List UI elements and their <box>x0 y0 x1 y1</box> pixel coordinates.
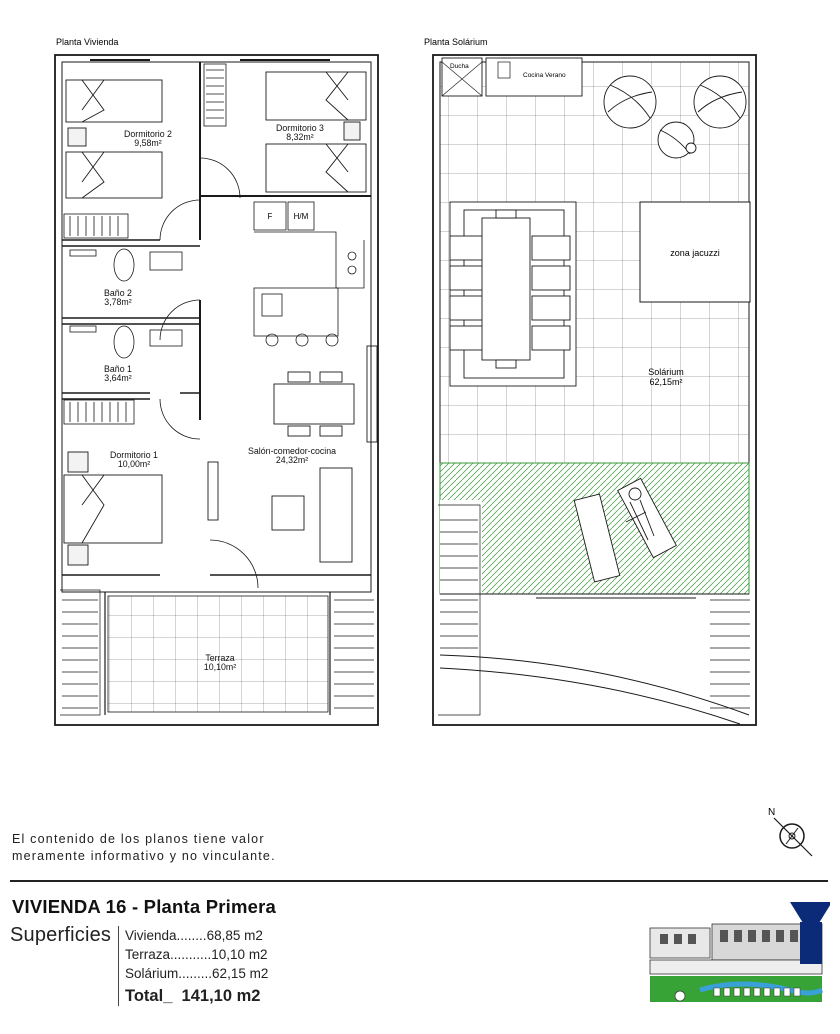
oven-label: H/M <box>293 212 309 221</box>
solarium-label: Solárium <box>648 367 684 377</box>
room-dormitorio-2-area: 9,58m² <box>134 138 162 148</box>
total-value: 141,10 m2 <box>181 987 261 1005</box>
room-bano-2-name: Baño 2 <box>104 288 132 298</box>
cocina-verano-label: Cocina Verano <box>523 72 566 79</box>
ducha-label: Ducha <box>450 63 469 70</box>
north-compass-icon <box>760 800 820 860</box>
planta-vivienda-label: Planta Vivienda <box>56 37 119 47</box>
room-bano-2-area: 3,78m² <box>104 297 132 307</box>
superficies-label: Superficies <box>10 924 112 946</box>
superficie-row-vivienda <box>125 926 268 945</box>
superficie-dots: ........... <box>170 947 212 962</box>
superficie-value: 62,15 m2 <box>212 966 269 981</box>
superficie-dots: ........ <box>176 928 207 943</box>
room-dormitorio-3-name: Dormitorio 3 <box>276 123 324 133</box>
superficie-name: Solárium <box>125 966 179 981</box>
divider <box>10 880 828 882</box>
planta-solarium-plan <box>420 0 840 740</box>
superficie-dots: ......... <box>178 966 213 981</box>
superficie-total <box>125 986 268 1006</box>
room-dormitorio-2-name: Dormitorio 2 <box>124 129 172 139</box>
planta-solarium-label: Planta Solárium <box>424 37 488 47</box>
superficie-row-terraza <box>125 945 268 964</box>
room-dormitorio-1-name: Dormitorio 1 <box>110 450 158 460</box>
superficies-list <box>118 926 268 1006</box>
solarium-area: 62,15m² <box>649 377 683 387</box>
superficie-name: Terraza <box>125 947 171 962</box>
fridge-label: F <box>267 212 273 221</box>
planta-vivienda-plan <box>0 0 420 740</box>
superficie-name: Vivienda <box>125 928 177 943</box>
disclaimer-line-2: meramente informativo y no vinculante. <box>12 849 276 863</box>
room-salon-name: Salón-comedor-cocina <box>247 446 337 456</box>
compass-north-label: N <box>768 807 776 818</box>
jacuzzi-label: zona jacuzzi <box>670 248 720 258</box>
room-salon-area: 24,32m² <box>275 455 309 465</box>
page-title: VIVIENDA 16 - Planta Primera <box>12 896 277 917</box>
disclaimer-line-1: El contenido de los planos tiene valor <box>12 832 265 846</box>
room-dormitorio-3-area: 8,32m² <box>286 132 314 142</box>
superficie-row-solarium <box>125 964 268 983</box>
room-dormitorio-1-area: 10,00m² <box>117 459 151 469</box>
room-terraza-name: Terraza <box>205 653 235 663</box>
superficie-value: 68,85 m2 <box>206 928 263 943</box>
room-bano-1-area: 3,64m² <box>104 373 132 383</box>
total-label: Total_ <box>125 987 173 1005</box>
room-bano-1-name: Baño 1 <box>104 364 132 374</box>
disclaimer <box>12 831 276 865</box>
superficie-value: 10,10 m2 <box>211 947 268 962</box>
room-terraza-area: 10,10m² <box>203 662 237 672</box>
site-location-map <box>640 898 830 1016</box>
